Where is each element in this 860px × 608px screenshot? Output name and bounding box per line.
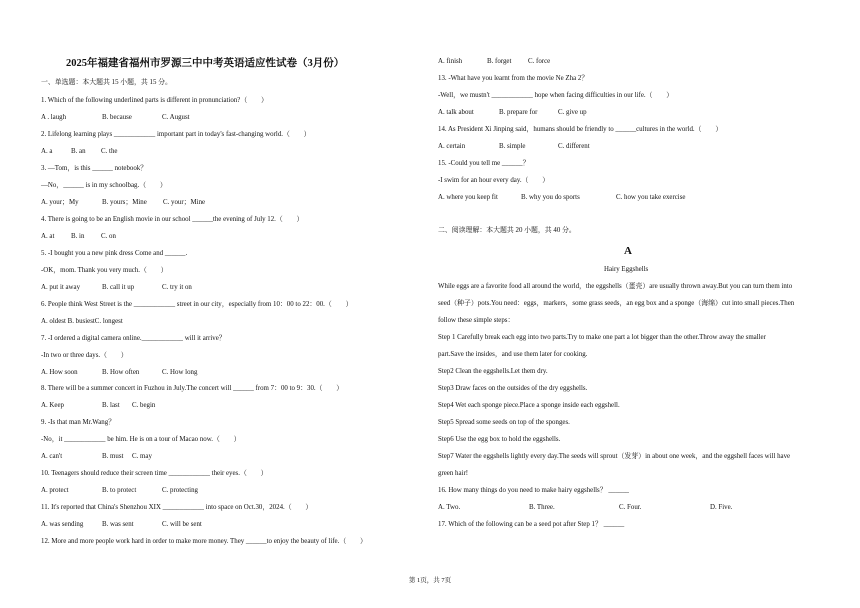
- q15-option-b: B. why you do sports: [521, 194, 580, 201]
- passage-line: seed（种子）pots.You need：eggs，markers，some grass seeds，an egg box and a sponge（海绵）cut into small pieces.Then: [438, 300, 795, 307]
- q2-option-a: A. a: [41, 148, 53, 155]
- question-6: 6. People think West Street is the ____________ street in our city，especially from 10：00 to 22：00.（ ）: [41, 301, 353, 308]
- page-footer: 第 1页，共 7页: [408, 577, 452, 584]
- q11-option-a: A. was sending: [41, 521, 84, 528]
- question-7-line-2: -In two or three days.（ ）: [41, 352, 128, 359]
- q15-option-a: A. where you keep fit: [438, 194, 498, 201]
- passage-line: Step6 Use the egg box to hold the eggshells.: [438, 436, 561, 443]
- section-2-heading: 二、阅读理解：本大题共 20 小题，共 40 分。: [438, 227, 576, 234]
- passage-line: Step5 Spread some seeds on top of the sponges.: [438, 419, 570, 426]
- q6-options: A. oldest B. busiestC. longest: [41, 318, 123, 325]
- q5-option-b: B. call it up: [102, 284, 135, 291]
- q7-option-b: B. How often: [102, 369, 140, 376]
- question-12: 12. More and more people work hard in order to make more money. They ______to enjoy the beauty of life.（ ）: [41, 538, 367, 545]
- q13-option-b: B. prepare for: [499, 109, 538, 116]
- passage-line: Step4 Wet each sponge piece.Place a sponge inside each eggshell.: [438, 402, 620, 409]
- question-1: 1. Which of the following underlined parts is different in pronunciation?（ ）: [41, 97, 268, 104]
- q2-option-b: B. an: [71, 148, 86, 155]
- q16-option-c: C. Four.: [619, 504, 642, 511]
- q10-option-c: C. protecting: [162, 487, 198, 494]
- q3-option-b: B. yours；Mine: [102, 199, 147, 206]
- q1-option-b: B. because: [102, 114, 132, 121]
- q1-option-a: A . laugh: [41, 114, 67, 121]
- q9-option-b: B. must: [102, 453, 124, 460]
- q13-option-c: C. give up: [558, 109, 587, 116]
- question-15-line-2: -I swim for an hour every day.（ ）: [438, 177, 550, 184]
- question-14: 14. As President Xi Jinping said，humans should be friendly to ______cultures in the world.（ ）: [438, 126, 723, 133]
- question-2: 2. Lifelong learning plays ____________ important part in today's fast-changing world.（ ）: [41, 131, 311, 138]
- question-17: 17. Which of the following can be a seed pot after Step 1？ ______: [438, 521, 625, 528]
- passage-line: Step7 Water the eggshells lightly every day.The seeds will sprout（发芽）in about one week，and the eggshell faces will have: [438, 453, 791, 460]
- q11-option-c: C. will be sent: [162, 521, 202, 528]
- q12-option-a: A. finish: [438, 58, 463, 65]
- passage-line: follow these simple steps：: [438, 317, 515, 324]
- q8-option-b: B. last: [102, 402, 120, 409]
- q14-option-c: C. different: [558, 143, 590, 150]
- q11-option-b: B. was sent: [102, 521, 134, 528]
- passage-title: Hairy Eggshells: [604, 266, 649, 273]
- question-3-line-2: —No，______ is in my schoolbag.（ ）: [41, 182, 167, 189]
- q7-option-a: A. How soon: [41, 369, 78, 376]
- q16-option-a: A. Two.: [438, 504, 461, 511]
- q12-option-b: B. forget: [487, 58, 512, 65]
- question-9-line-2: -No，it ____________ be him. He is on a tour of Macao now.（ ）: [41, 436, 241, 443]
- q3-option-c: C. your；Mine: [163, 199, 206, 206]
- question-3: 3. —Tom，is this ______ notebook？: [41, 165, 148, 172]
- q4-option-b: B. in: [71, 233, 85, 240]
- q15-option-c: C. how you take exercise: [616, 194, 686, 201]
- q16-option-d: D. Five.: [710, 504, 733, 511]
- passage-line: Step2 Clean the eggshells.Let them dry.: [438, 368, 548, 375]
- q5-option-a: A. put it away: [41, 284, 81, 291]
- q10-option-b: B. to protect: [102, 487, 137, 494]
- q14-option-a: A. certain: [438, 143, 466, 150]
- q12-option-c: C. force: [528, 58, 551, 65]
- question-11: 11. It's reported that China's Shenzhou XIX ____________ into space on Oct.30，2024.（ ）: [41, 504, 313, 511]
- question-15: 15. -Could you tell me ______？: [438, 160, 530, 167]
- question-4: 4. There is going to be an English movie in our school ______the evening of July 12.（ ）: [41, 216, 304, 223]
- exam-title: 2025年福建省福州市罗源三中中考英语适应性试卷（3月份）: [66, 58, 345, 69]
- q9-option-c: C. may: [132, 453, 152, 460]
- q1-option-c: C. August: [162, 114, 190, 121]
- q2-option-c: C. the: [101, 148, 118, 155]
- q13-option-a: A. talk about: [438, 109, 474, 116]
- q8-option-c: C. begin: [132, 402, 156, 409]
- passage-line: green hair!: [438, 470, 469, 477]
- q10-option-a: A. protect: [41, 487, 69, 494]
- question-10: 10. Teenagers should reduce their screen time ____________ their eyes.（ ）: [41, 470, 268, 477]
- question-9: 9. -Is that man Mr.Wang？: [41, 419, 116, 426]
- passage-line: Step3 Draw faces on the outsides of the dry eggshells.: [438, 385, 588, 392]
- question-8: 8. There will be a summer concert in Fuzhou in July.The concert will ______ from 7：00 to 9：30.（ ）: [41, 385, 344, 392]
- passage-letter: A: [624, 245, 632, 257]
- passage-line: While eggs are a favorite food all around the world，the eggshells（蛋壳）are usually thrown away.But you can turn them into: [438, 283, 793, 290]
- q4-option-a: A. at: [41, 233, 55, 240]
- question-16: 16. How many things do you need to make hairy eggshells？ ______: [438, 487, 629, 494]
- q3-option-a: A. your；My: [41, 199, 79, 206]
- q16-option-b: B. Three.: [529, 504, 555, 511]
- question-13-line-2: -Well，we mustn't ____________ hope when facing difficulties in our life.（ ）: [438, 92, 674, 99]
- section-1-heading: 一、单选题：本大题共 15 小题，共 15 分。: [41, 79, 172, 86]
- question-13: 13. -What have you learnt from the movie Ne Zha 2？: [438, 75, 589, 82]
- passage-line: part.Save the insides，and use them later for cooking.: [438, 351, 588, 358]
- question-5: 5. -I bought you a new pink dress Come and ______.: [41, 250, 188, 257]
- question-7: 7. -I ordered a digital camera online.____________ will it arrive？: [41, 335, 226, 342]
- q9-option-a: A. can't: [41, 453, 63, 460]
- passage-line: Step 1 Carefully break each egg into two parts.Try to make one part a lot bigger than the other.Throw away the smaller: [438, 334, 766, 341]
- q14-option-b: B. simple: [499, 143, 526, 150]
- q7-option-c: C. How long: [162, 369, 198, 376]
- q5-option-c: C. try it on: [162, 284, 192, 291]
- question-5-line-2: -OK，mom. Thank you very much.（ ）: [41, 267, 168, 274]
- q4-option-c: C. on: [101, 233, 116, 240]
- q8-option-a: A. Keep: [41, 402, 64, 409]
